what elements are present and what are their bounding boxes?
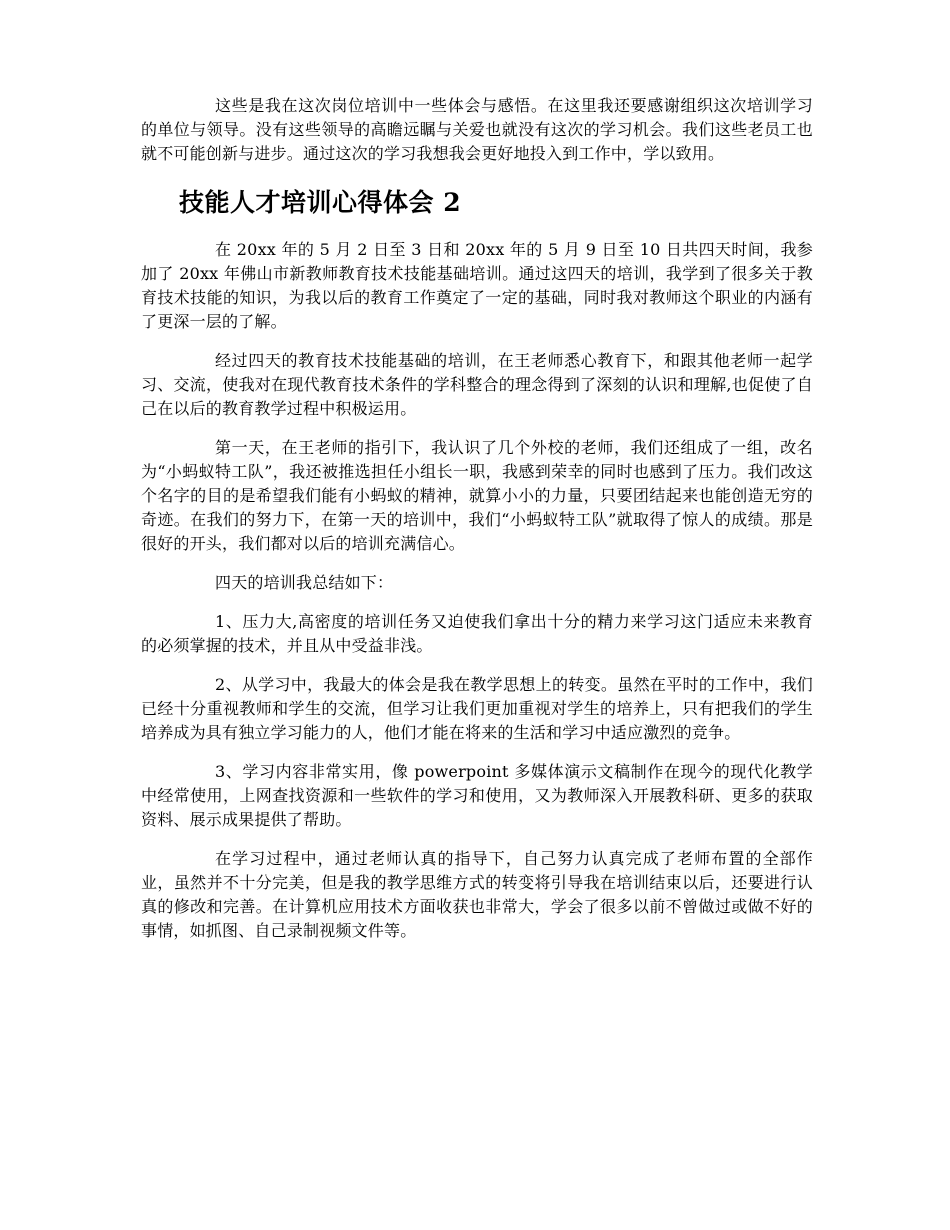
summary-point-1: 1、压力大,高密度的培训任务又迫使我们拿出十分的精力来学习这门适应未来教育的必须掌握的技术，并且从中受益非浅。: [141, 612, 813, 655]
closing-paragraph: 在学习过程中，通过老师认真的指导下，自己努力认真完成了老师布置的全部作业，虽然并不十分完美，但是我的教学思维方式的转变将引导我在培训结束以后，还要进行认真的修改和完善。在计算机应用技术方面收获也非常大，学会了很多以前不曾做过或做不好的事情，如抓图、自己录制视频文件等。: [141, 849, 813, 940]
document-page: [141, 94, 813, 943]
body-paragraph-1: 在 20xx 年的 5 月 2 日至 3 日和 20xx 年的 5 月 9 日至 10 日共四天时间，我参加了 20xx 年佛山市新教师教育技术技能基础培训。通过这四天的培训，我学到了很多关于教育技术技能的知识，为我以后的教育工作奠定了一定的基础，同时我对教师这个职业的内涵有了更深一层的了解。: [141, 240, 813, 331]
section-title: 技能人才培训心得体会 2: [179, 188, 462, 217]
body-paragraph-3: 第一天，在王老师的指引下，我认识了几个外校的老师，我们还组成了一组，改名为“小蚂蚁特工队”，我还被推选担任小组长一职，我感到荣幸的同时也感到了压力。我们改这个名字的目的是希望我们能有小蚂蚁的精神，就算小小的力量，只要团结起来也能创造无穷的奇迹。在我们的努力下，在第一天的培训中，我们“小蚂蚁特工队”就取得了惊人的成绩。那是很好的开头，我们都对以后的培训充满信心。: [141, 438, 813, 553]
summary-point-2: 2、从学习中，我最大的体会是我在教学思想上的转变。虽然在平时的工作中，我们已经十分重视教师和学生的交流，但学习让我们更加重视对学生的培养上，只有把我们的学生培养成为具有独立学习能力的人，他们才能在将来的生活和学习中适应激烈的竞争。: [141, 675, 813, 742]
body-paragraph-2: 经过四天的教育技术技能基础的培训，在王老师悉心教育下，和跟其他老师一起学习、交流，使我对在现代教育技术条件的学科整合的理念得到了深刻的认识和理解,也促使了自己在以后的教育教学过程中积极运用。: [141, 351, 813, 418]
summary-point-3: 3、学习内容非常实用，像 powerpoint 多媒体演示文稿制作在现今的现代化教学中经常使用，上网查找资源和一些软件的学习和使用，又为教师深入开展教科研、更多的获取资料、展示成果提供了帮助。: [141, 762, 813, 829]
intro-paragraph: 这些是我在这次岗位培训中一些体会与感悟。在这里我还要感谢组织这次培训学习的单位与领导。没有这些领导的高瞻远瞩与关爱也就没有这次的学习机会。我们这些老员工也就不可能创新与进步。通过这次的学习我想我会更好地投入到工作中，学以致用。: [141, 96, 813, 163]
summary-intro: 四天的培训我总结如下：: [215, 573, 394, 592]
